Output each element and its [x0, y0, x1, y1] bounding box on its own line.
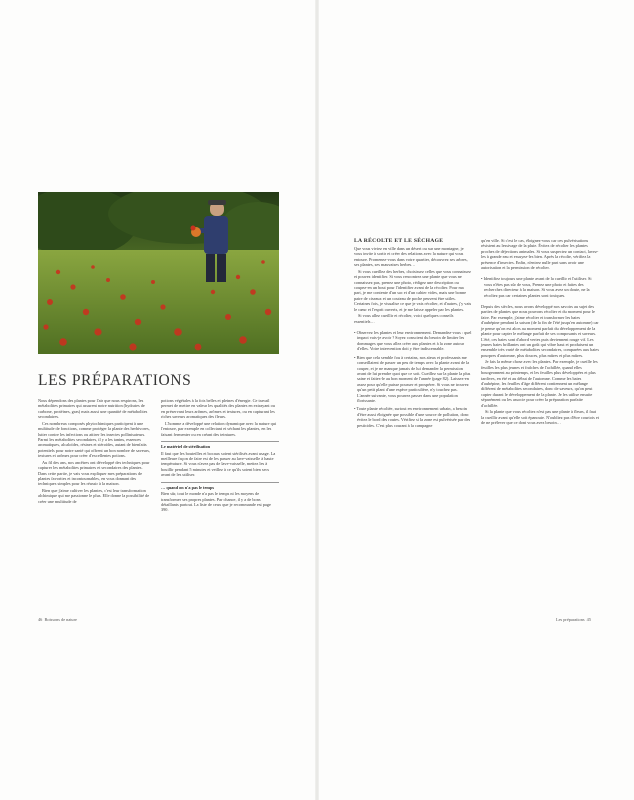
book-gutter — [315, 0, 319, 800]
left-folio — [38, 617, 77, 622]
bullet-item: • Observez les plantes et leur environnement. Demandez-vous : quel impact vais-je avoir ? Soyez conscient du besoin de limiter les dommages que vous allez créer aux plantes et à la zone autour d'elles. Votre intervention doit y être indiscernable. — [354, 330, 472, 352]
paragraph: Bien que j'aime cultiver les plantes, c'est leur transformation alchimique qui me passionne le plus. Elle donne la possibilité de créer une multitude de — [38, 488, 150, 504]
chapter-title: LES PRÉPARATIONS — [38, 372, 192, 389]
paragraph: Depuis des siècles, nous avons développé nos savoirs au sujet des parties de plantes que nous pouvons récolter et du moment pour le faire. Par exemple, j'aime récolter et transformer les baies d'aubépine pendant la saison (de la fin de l'été jusqu'en automne) car je pense qu'on est alors au moment parfait du développement de la plante pour capter le mélange parfait de ses composants et saveurs. L'été, ces baies sont d'abord vertes puis deviennent rouge vif. Les jeunes baies brillantes ont un goût qui vibre haut et produisent un ensemble très varié de métabolites secondaires, comparées aux baies pourpres d'automne, plus douces, plus mûres et plus mûres. — [481, 304, 599, 358]
bullet-item: • Toute plante récoltée, surtout en environnement urbain, a besoin d'être aussi éloignée que possible d'une source de pollution, donc évitez le bord des routes. Vérifiez si la zone est pulvérisée par des pesticides. C'est plus courant à la campagne — [354, 406, 471, 428]
paragraph: Que vous viviez en ville dans un désert ou sur une montagne, je vous invite à sortir et créer des relations avec la nature qui vous entoure. Promenez-vous dans votre quartier, découvrez ses arbres, ses plantes, ses mauvaises herbes… — [354, 246, 468, 268]
running-head: Les préparations — [556, 617, 585, 622]
right-column-2 — [481, 238, 599, 427]
subheading: Le matériel de stérilisation — [161, 441, 279, 449]
paragraph: Au fil des ans, nos ancêtres ont développé des techniques pour capturer les métabolites primaires et secondaires des plantes. Dans cette partie, je vais vous expliquer mes préparations de plantes favorites et incontournables, en vous donnant des techniques simples pour les réussir à la maison. — [38, 459, 150, 487]
bullet-item: • Bien que cela semble fou à certains, nos aïeux et professants me conseillaient de passer un peu de temps avec la plante avant de la couper, et je ne manque jamais de lui demander la permission avant de lui prendre quoi que ce soit. Cueillez sur la plante la plus saine et faites-le au bon moment de l'année (page 82). Laissez-en assez pour qu'elle puisse pousser et prospérer. Si vous ne trouvez qu'un petit plant d'une espèce particulière, n'y touchez pas. L'année suivante, vous pourrez passer dans une population florissante. — [354, 354, 471, 403]
paragraph: Si la plante que vous récoltez n'est pas une plante à fleurs, il faut la cueillir avant qu'elle soit épanouie. N'oubliez pas d'être courtois et de ne prélever que ce dont vous avez besoin… — [481, 409, 599, 425]
paragraph: Si vous cueillez des herbes, choisissez celles que vous connaissez et pouvez identifier. Si vous rencontrez une plante que vous ne connaissez pas, prenez une photo, rédigez une description ou coupez-en un bout pour l'identifier avant de la récolter. Pour ma part, je me contente d'un sac et d'un cahier vides, mais une bonne paire de ciseaux et un couteau de poche peuvent être utiles. Certaines fois, je visualise ce que je vais récolter, et d'autres, j'y vais le cœur et l'esprit ouverts, et je me laisse appeler par les plantes. — [354, 268, 472, 312]
page-number: 46 — [38, 617, 43, 622]
right-column-1 — [354, 246, 472, 431]
subheading: … quand on n'a pas le temps — [161, 482, 279, 490]
paragraph: Nous dépendons des plantes pour l'air que nous respirons, les métabolites primaires qui assurent notre nutrition (hydrates de carbone, protéines, gras) mais aussi une quantité de métabolites secondaires. — [38, 398, 148, 420]
paragraph: Bien sûr, tout le monde n'a pas le temps ni les moyens de transformer ses propres plantes. Par chance, il y a de bons détaillants partout. La liste de ceux que je recommande est page 390. — [161, 491, 271, 513]
right-folio — [556, 617, 591, 622]
section-title: LA RÉCOLTE ET LE SÉCHAGE — [354, 238, 444, 244]
paragraph: potions végétales à la fois belles et pleines d'énergie. Ce travail permet de mettre en valeur les qualités des plantes en extrayant ou en préservant leurs arômes, arômes et textures, ou en capturant les riches saveurs aromatiques des fleurs. — [161, 398, 275, 420]
page-number: 45 — [586, 617, 591, 622]
paragraph: Je fais la même chose avec les plantes. Par exemple, je cueille les feuilles les plus jeunes et fraîches de l'achillée, quand elles bourgeonnent au printemps, et les feuilles plus développées et plus tardives, en été et au début de l'automne. Comme les baies d'aubépine, les feuilles d'âge différent contiennent un mélange différent de métabolites secondaires, donc de saveurs, qu'on peut capter durant le développement de la plante. Je les utilise ensuite séparément ou les associe pour créer la préparation parfaite d'achillée. — [481, 359, 598, 408]
left-column-1 — [38, 398, 152, 505]
poppy-field-photo — [38, 192, 279, 354]
paragraph: Il faut que les bouteilles et bocaux soient stérilisés avant usage. La meilleure façon de faire est de les passer au lave-vaisselle à haute température. Si vous n'avez pas de lave-vaisselle, mettez les à bouillir pendant 5 minutes et veillez à ce qu'ils soient bien secs avant de les utiliser. — [161, 450, 276, 478]
paragraph: qu'en ville. Si c'est le cas, éloignez-vous car ces pulvérisations résistent au lessivage de la pluie. Évitez de récolter les plantes proches de déjections animales. Si vous suspectez un contact, lavez-les à grande eau et essuyez-les bien. Après la récolte, vérifiez la présence d'insectes. Enfin, n'entrez nulle part sans avoir une autorisation et la permission de récolter. — [481, 238, 599, 271]
left-column-2 — [161, 398, 279, 514]
paragraph: Si vous allez cueillir et récolter, voici quelques conseils essentiels… — [354, 313, 454, 324]
paragraph: L'homme a développé une relation dynamique avec la nature qui l'entoure, par exemple en collectant et séchant les plantes, en les faisant fermenter ou en créant des teintures. — [161, 420, 277, 437]
bullet-item: • Identifiez toujours une plante avant de la cueillir et l'utiliser. Si vous n'êtes pas sûr de vous, Prenez une photo et faites des recherches directeur à la maison. Si vous avez un doute, ne la récoltez pas car certaines plantes sont toxiques. — [481, 276, 592, 298]
running-head: Boissons de nature — [44, 617, 77, 622]
paragraph: Ces nombreux composés phytochimiques participent à une multitude de fonctions, comme protéger la plante des herbivores, lutter contre les infections ou attirer les insectes pollinisateurs. Parmi les métabolites secondaires, il y a les tanins, essences aromatiques, alcaloïdes, résines et stéroïdes, autant de bienfaits potentiels pour notre santé qui offrent un bon nombre de saveurs, textures et arômes pour créer d'excellentes potions. — [38, 420, 150, 459]
